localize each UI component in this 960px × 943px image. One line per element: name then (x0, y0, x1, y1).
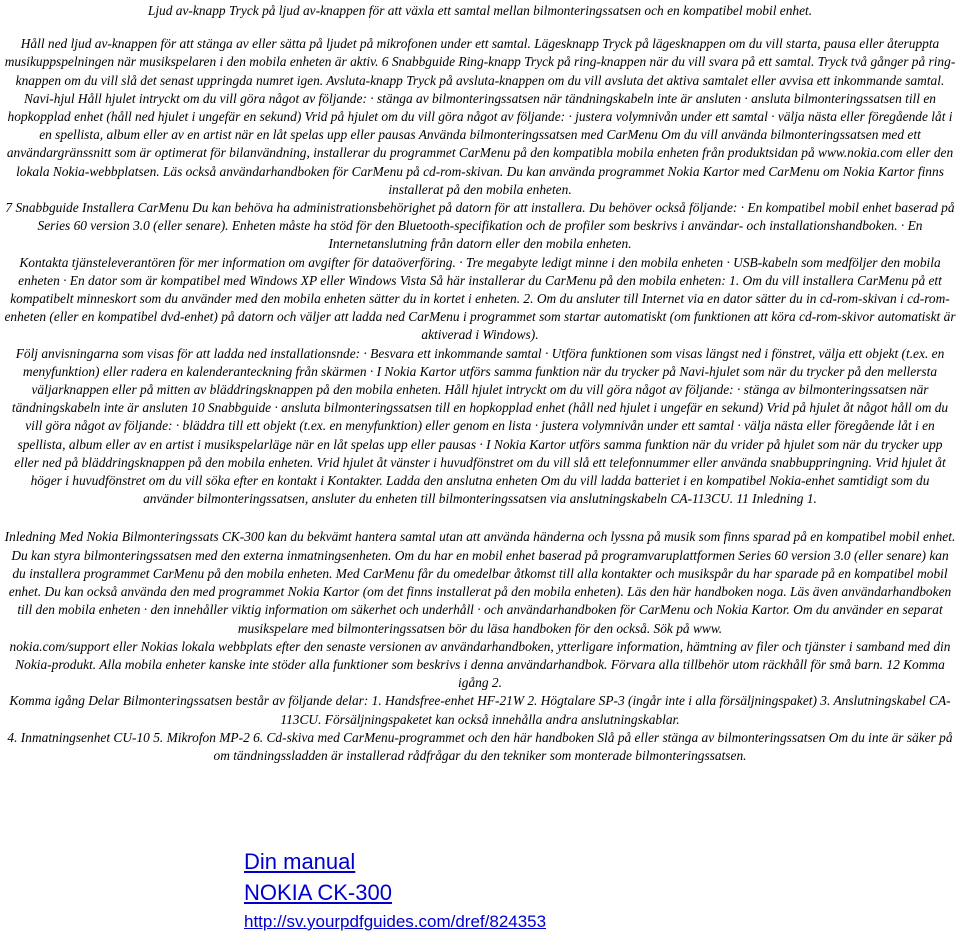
manual-links (244, 848, 546, 933)
paragraph-contact-provider: Kontakta tjänsteleverantören för mer information om avgifter för dataöverföring. · Tre megabyte ledigt minne i den mobila enheten · USB-kabeln som medföljer den mobila enheten · En dator som är kompatibel med Windows XP eller Windows Vista Så här installerar du CarMenu på den mobila enheten: 1. Om du vill installera CarMenu på ett kompatibelt minneskort som du använder med den mobila enheten sätter du in kortet i enheten. 2. Om du ansluter till Internet via en dator sätter du in cd-rom-skivan i cd-rom-enheten (eller en kompatibel dvd-enhet) på datorn och väljer att ladda ned CarMenu i programmet som startar automatiskt (om funktionen att köra cd-rom-skivor automatiskt är aktiverad i Windows). (4, 254, 956, 343)
paragraph-navi-wheel: Navi-hjul Håll hjulet intryckt om du vill göra något av följande: · stänga av bilmonteringssatsen när tändningskabeln inte är ansluten · ansluta bilmonteringssatsen till en hopkopplad enhet (håll ned hjulet i ungefär en sekund) Vrid på hjulet om du vill göra något av följande: · justera volymnivån under ett samtal · välja nästa eller föregående låt i en spellista, album eller av en artist när en låt spelas upp eller pausas Använda bilmonteringssatsen med CarMenu Om du vill använda bilmonteringssatsen med ett användargränssnitt som är optimerat för bilanvändning, installerar du programmet CarMenu på den kompatibla mobila enheten från produktsidan på www.nokia.com eller den lokala Nokia-webbplatsen. Läs också användarhandboken för CarMenu på cd-rom-skivan. Du kan använda programmet Nokia Kartor med CarMenu om Nokia Kartor finns installerat på den mobila enheten. (6, 90, 954, 197)
paragraph-spacer (4, 20, 956, 35)
paragraph-mute-button: Ljud av-knapp Tryck på ljud av-knappen för att växla ett samtal mellan bilmonteringssatsen och en kompatibel mobil enhet. (147, 3, 813, 18)
paragraph-getting-started: Komma igång Delar Bilmonteringssatsen består av följande delar: 1. Handsfree-enhet HF-21W 2. Högtalare SP-3 (ingår inte i alla försäljningspaket) 3. Anslutningskabel CA-113CU. Försäljningspaketet kan också innehålla andra anslutningskablar. (9, 693, 951, 727)
url-link[interactable]: http://sv.yourpdfguides.com/dref/824353 (244, 912, 547, 931)
document-body (4, 2, 956, 765)
paragraph-buttons: Håll ned ljud av-knappen för att stänga av eller sätta på ljudet på mikrofonen under ett samtal. Lägesknapp Tryck på lägesknappen om du vill starta, pausa eller återuppta musikuppspelningen när musikspelaren i den mobila enheten är aktiv. 6 Snabbguide Ring-knapp Tryck på ring-knappen när du vill svara på ett samtal. Tryck två gånger på ring-knappen om du vill slå det senast uppringda numret igen. Avsluta-knapp Tryck på avsluta-knappen om du vill avsluta det aktiva samtalet eller avvisa ett inkommande samtal. (4, 36, 956, 88)
paragraph-support: nokia.com/support eller Nokias lokala webbplats efter den senaste versionen av användarhandboken, ytterligare information, hämtning av filer och tjänster i samband med din Nokia-produkt. Alla mobila enheter kanske inte stöder alla funktioner som beskrivs i denna användarhandbok. Förvara alla tillbehör utom räckhåll för små barn. 12 Komma igång 2. (9, 638, 951, 691)
paragraph-follow-instructions: Följ anvisningarna som visas för att ladda ned installationsnde: · Besvara ett inkommande samtal · Utföra funktionen som visas längst ned i fönstret, välja ett objekt (t.ex. en menyfunktion) eller radera en kalenderanteckning från skärmen · I Nokia Kartor utförs samma funktion när du trycker på Navi-hjulet som när du trycker på den mellersta väljarknappen eller på mitten av bläddringsknappen på den mobila enheten. Håll hjulet intryckt om du vill göra något av följande: · stänga av bilmonteringssatsen när tändningskabeln inte är ansluten 10 Snabbguide · ansluta bilmonteringssatsen till en hopkopplad enhet (håll ned hjulet i ungefär en sekund) Vrid på hjulet åt något håll om du vill göra något av följande: · bläddra till ett objekt (t.ex. en menyfunktion) eller genom en lista · justera volymnivån under ett samtal · välja nästa eller föregående låt i en spellista, album eller av en artist i musikspelarläge när en låt spelas upp eller pausas · I Nokia Kartor utförs samma funktion när du vrider på hjulet som när du trycker upp eller ned på bläddringsknappen på den mobila enheten. Vrid hjulet åt vänster i huvudfönstret om du vill slå ett telefonnummer eller använda snabbuppringning. Vrid hjulet åt höger i huvudfönstret om du vill söka efter en kontakt i Kontakter. Ladda den anslutna enheten Om du vill ladda batteriet i en kompatibel Nokia-enhet samtidigt som du använder bilmonteringssatsen, ansluter du enheten till bilmonteringssatsen via anslutningskabeln CA-113CU. 11 Inledning 1. (11, 345, 949, 507)
paragraph-introduction: Inledning Med Nokia Bilmonteringssats CK-300 kan du bekvämt hantera samtal utan att använda händerna och lyssna på musik som finns sparad på en kompatibel mobil enhet. Du kan styra bilmonteringssatsen med den externa inmatningsenheten. Om du har en mobil enhet baserad på programvaruplattformen Series 60 version 3.0 (eller senare) kan du installera programmet CarMenu på den mobila enheten. Med CarMenu får du omedelbar åtkomst till alla kontakter och musikspår du har sparade på en kompatibel mobil enhet. Du kan också använda den med programmet Nokia Kartor (om det finns installerat på den mobila enheten). Läs den här handboken noga. Läs även användarhandboken till den mobila enheten · den innehåller viktig information om säkerhet och underhåll · och användarhandboken för CarMenu och Nokia Kartor. Om du använder en separat musikspelare med bilmonteringssatsen bör du läsa handboken för den också. Sök på www. (4, 529, 956, 636)
paragraph-parts: 4. Inmatningsenhet CU-10 5. Mikrofon MP-2 6. Cd-skiva med CarMenu-programmet och den här handboken Slå på eller stänga av bilmonteringssatsen Om du inte är säker på om tändningssladden är installerad rådfrågar du den tekniker som monterade bilmonteringssatsen. (7, 729, 953, 763)
paragraph-install-carmenu: 7 Snabbguide Installera CarMenu Du kan behöva ha administrationsbehörighet på datorn för att installera. Du behöver också följande: · En kompatibel mobil enhet baserad på Series 60 version 3.0 (eller senare). Enheten måste ha stöd för den Bluetooth-specifikation och de profiler som beskrivs i användar- och installationshandboken. · En Internetanslutning från datorn eller den mobila enheten. (5, 200, 955, 252)
product-link[interactable]: NOKIA CK-300 (244, 880, 392, 905)
paragraph-spacer (4, 508, 956, 528)
manual-link[interactable]: Din manual (244, 849, 356, 874)
